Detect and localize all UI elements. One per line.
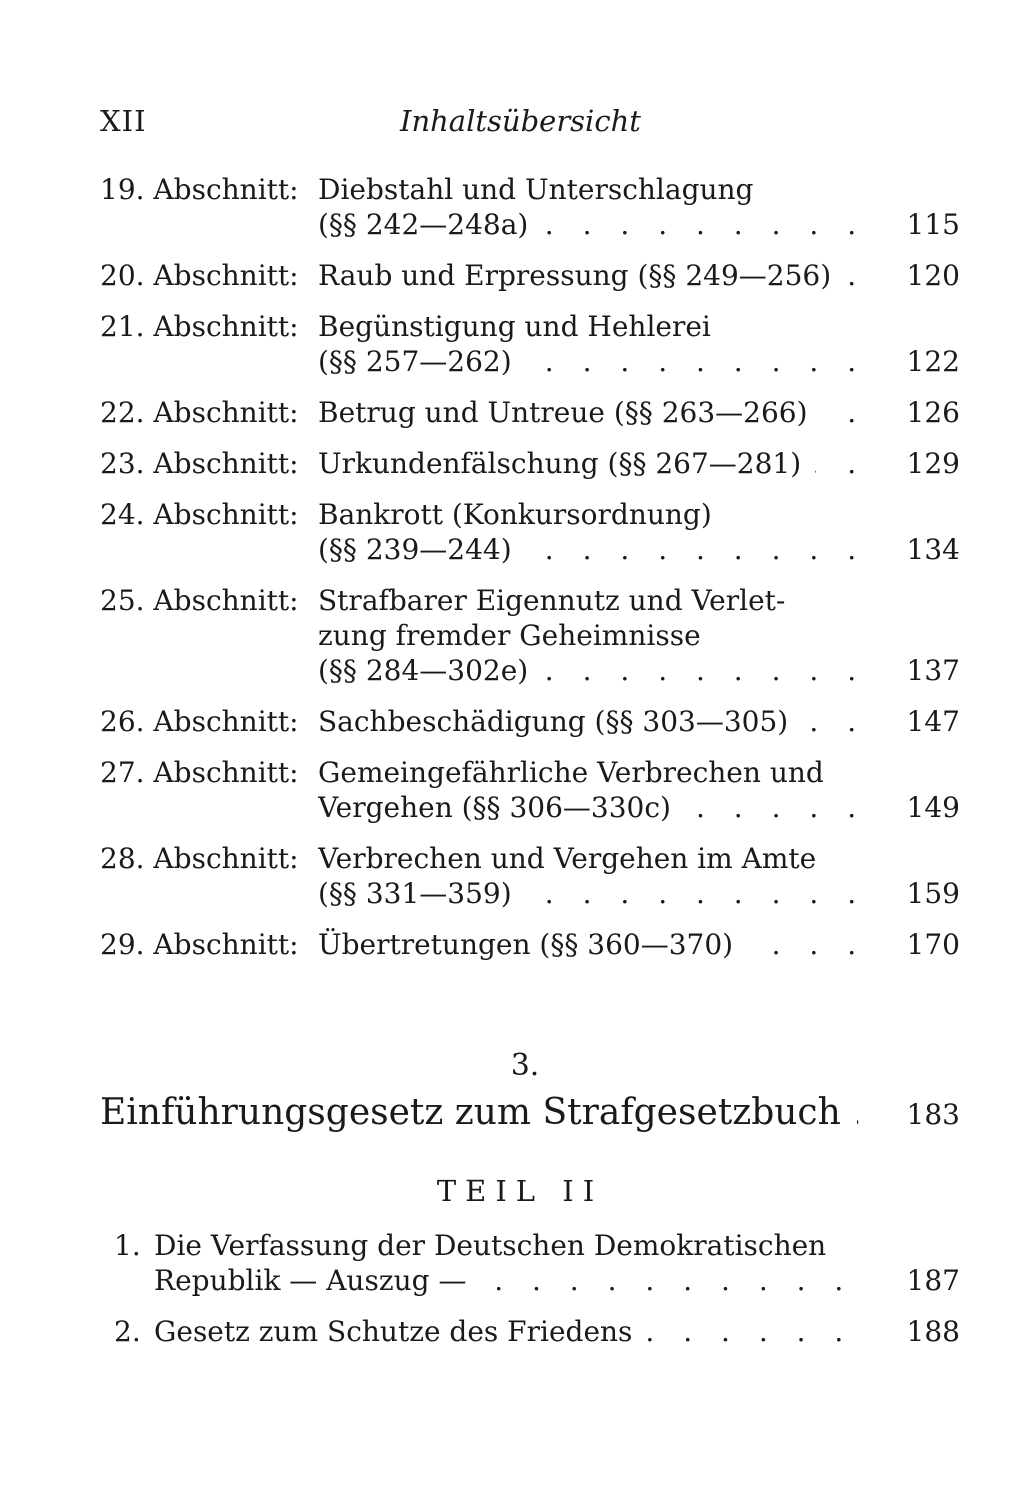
entry-line: Verbrechen und Vergehen im Amte	[318, 842, 817, 875]
entry-label: 23. Abschnitt:	[100, 447, 299, 480]
entry-line: Sachbeschädigung (§§ 303—305) . . .	[318, 704, 868, 739]
entry-label: 19. Abschnitt:	[100, 173, 299, 206]
entry-page-ref: 149	[906, 791, 960, 824]
toc-entry	[100, 446, 960, 481]
entry-text	[154, 1228, 868, 1298]
page-number: XII	[100, 104, 147, 138]
entry-label: 26. Abschnitt:	[100, 705, 299, 738]
toc-entry	[100, 1314, 960, 1349]
entry-text	[154, 1314, 868, 1349]
entry-label: 1.	[114, 1229, 141, 1262]
entry-line: Übertretungen (§§ 360—370) . . .	[318, 927, 868, 962]
entry-label: 21. Abschnitt:	[100, 310, 299, 343]
section-number: 3.	[510, 1048, 540, 1083]
entry-label: 25. Abschnitt:	[100, 584, 299, 617]
entry-line: (§§ 284—302e) . . .	[318, 653, 868, 688]
section-page-ref: 183	[897, 1093, 960, 1137]
entry-line: Die Verfassung der Deutschen Demokratischen	[154, 1229, 827, 1262]
entry-text	[318, 704, 868, 739]
entry-label: 28. Abschnitt:	[100, 842, 299, 875]
section-3	[100, 1048, 960, 1135]
page-header	[100, 104, 960, 148]
entry-line: zung fremder Geheimnisse	[318, 619, 701, 652]
entry-text	[318, 497, 868, 567]
entry-page-ref: 170	[906, 928, 960, 961]
toc-entry	[100, 1228, 960, 1298]
entry-line: Diebstahl und Unterschlagung	[318, 173, 754, 206]
entry-text	[318, 841, 868, 911]
section-3-entry	[100, 1091, 960, 1135]
toc-entry	[100, 395, 960, 430]
entry-line: Urkundenfälschung (§§ 267—281) . . .	[318, 446, 868, 481]
entry-text	[318, 583, 868, 688]
entry-line: Begünstigung und Hehlerei	[318, 310, 711, 343]
entry-text	[318, 258, 868, 293]
entry-label: 22. Abschnitt:	[100, 396, 299, 429]
entry-line: Gemeingefährliche Verbrechen und	[318, 756, 824, 789]
toc-entry	[100, 927, 960, 962]
entry-page-ref: 187	[906, 1264, 960, 1297]
entry-text	[318, 309, 868, 379]
entry-page-ref: 159	[906, 877, 960, 910]
entry-line: Betrug und Untreue (§§ 263—266) . . .	[318, 395, 868, 430]
entry-label: 2.	[114, 1315, 141, 1348]
entry-label: 27. Abschnitt:	[100, 756, 299, 789]
entry-line: (§§ 331—359) . . .	[318, 876, 868, 911]
toc-entry	[100, 172, 960, 242]
toc-entry	[100, 583, 960, 688]
entry-page-ref: 129	[906, 447, 960, 480]
table-of-contents	[100, 172, 960, 978]
entry-line: Vergehen (§§ 306—330c) . . .	[318, 790, 868, 825]
toc-entry	[100, 309, 960, 379]
entry-page-ref: 147	[906, 705, 960, 738]
toc-entry	[100, 258, 960, 293]
entry-line: Gesetz zum Schutze des Friedens . . .	[154, 1314, 868, 1349]
entry-page-ref: 120	[906, 259, 960, 292]
entry-line: Republik — Auszug — . . .	[154, 1263, 868, 1298]
entry-text	[318, 927, 868, 962]
entry-label: 29. Abschnitt:	[100, 928, 299, 961]
running-title: Inhaltsübersicht	[400, 104, 641, 138]
entry-label: 24. Abschnitt:	[100, 498, 299, 531]
section-title: Einführungsgesetz zum Strafgesetzbuch	[100, 1092, 857, 1133]
part-heading: TEIL II	[436, 1174, 604, 1208]
entry-page-ref: 188	[906, 1315, 960, 1348]
entry-page-ref: 115	[906, 208, 960, 241]
entry-line: (§§ 239—244) . . .	[318, 532, 868, 567]
part-2-contents	[100, 1228, 960, 1365]
toc-entry	[100, 704, 960, 739]
toc-entry	[100, 755, 960, 825]
toc-entry	[100, 841, 960, 911]
entry-label: 20. Abschnitt:	[100, 259, 299, 292]
entry-text	[318, 395, 868, 430]
toc-entry	[100, 497, 960, 567]
entry-page-ref: 137	[906, 654, 960, 687]
entry-text	[318, 446, 868, 481]
entry-line: Raub und Erpressung (§§ 249—256) . . .	[318, 258, 868, 293]
entry-line: Bankrott (Konkursordnung)	[318, 498, 712, 531]
entry-page-ref: 126	[906, 396, 960, 429]
entry-page-ref: 134	[906, 533, 960, 566]
entry-page-ref: 122	[906, 345, 960, 378]
entry-text	[318, 172, 868, 242]
entry-line: (§§ 242—248a) . . .	[318, 207, 868, 242]
entry-line: (§§ 257—262) . . .	[318, 344, 868, 379]
entry-line: Strafbarer Eigennutz und Verlet-	[318, 584, 786, 617]
entry-text	[318, 755, 868, 825]
